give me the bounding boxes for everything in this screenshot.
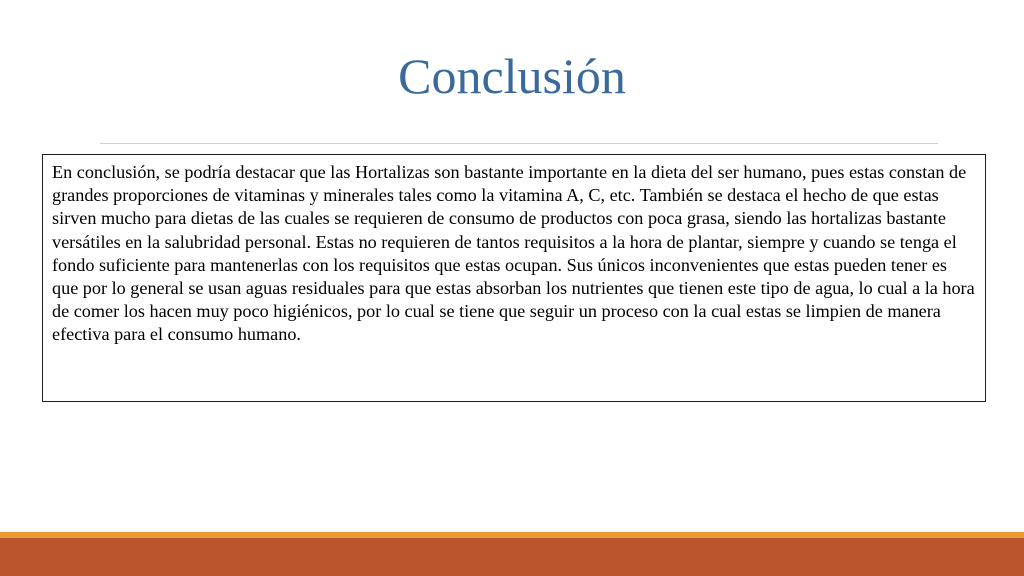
slide-title: Conclusión [398, 48, 626, 104]
conclusion-paragraph: En conclusión, se podría destacar que las Hortalizas son bastante importante en la dieta del ser humano, pues estas constan de grandes proporciones de vitaminas y minerales tales como la vitamina A, C, etc. También se destaca el hecho de que estas sirven mucho para dietas de las cuales se requieren de consumo de productos con poca grasa, siendo las hortalizas bastante versátiles en la salubridad personal. Estas no requieren de tantos requisitos a la hora de plantar, siempre y cuando se tenga el fondo suficiente para mantenerlas con los requisitos que estas ocupan. Sus únicos inconvenientes que estas pueden tener es que por lo general se usan aguas residuales para que estas absorban los nutrientes que tienen este tipo de agua, lo cual a la hora de comer los hacen muy poco higiénicos, por lo cual se tiene que seguir un proceso con la cual estas se limpien de manera efectiva para el consumo humano. [52, 162, 975, 345]
conclusion-text-box[interactable] [42, 154, 986, 402]
title-divider [100, 143, 938, 144]
footer-bar [0, 538, 1024, 576]
